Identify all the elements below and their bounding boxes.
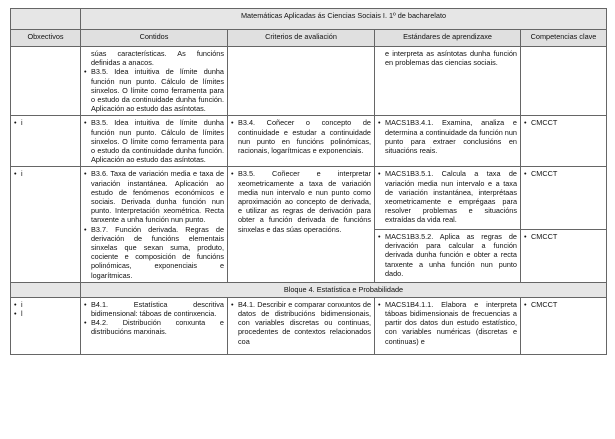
list-item: • l xyxy=(14,309,77,318)
list-item: e interpreta as asíntotas dunha función en problemas das ciencias sociais. xyxy=(385,49,517,68)
table-title: Matemáticas Aplicadas ás Ciencias Sociais I. 1º de bacharelato xyxy=(81,9,607,30)
list-item: • B3.5. Idea intuitiva de límite dunha función nun punto. Cálculo de límites sinxelos. O límite como ferramenta para o estudo da continuidade dunha función. Aplicación ao estudo das asíntotas. xyxy=(84,118,224,164)
estandares-cell xyxy=(375,116,521,167)
header-criterios: Criterios de avaliación xyxy=(228,30,375,47)
list-item: • i xyxy=(14,118,77,127)
competencias-cell xyxy=(521,167,607,229)
curriculum-table xyxy=(10,8,607,355)
header-estandares: Estándares de aprendizaxe xyxy=(375,30,521,47)
criterios-cell xyxy=(228,47,375,116)
header-row xyxy=(11,30,607,47)
competencias-cell xyxy=(521,229,607,282)
block-empty-cell xyxy=(11,282,81,297)
list-item: • CMCCT xyxy=(524,169,603,178)
header-contidos: Contidos xyxy=(81,30,228,47)
list-item: • i xyxy=(14,169,77,178)
competencias-cell xyxy=(521,297,607,354)
list-item: • MACS1B3.5.2. Aplica as regras de derivación para calcular a función derivada dunha función e obter a recta tanxente a unha función nun punto dado. xyxy=(378,232,517,278)
criterios-cell xyxy=(228,297,375,354)
list-item: • B3.4. Coñecer o concepto de continuidade e estudar a continuidade nun punto en funcións polinómicas, racionais, logarítmicas e exponenciais. xyxy=(231,118,371,155)
list-item: • B4.2. Distribución conxunta e distribucións marxinais. xyxy=(84,318,224,336)
obxectivos-cell xyxy=(11,297,81,354)
list-item: • CMCCT xyxy=(524,118,603,127)
header-competencias: Competencias clave xyxy=(521,30,607,47)
contidos-cell xyxy=(81,297,228,354)
list-item: • B3.5. Idea intuitiva de límite dunha función nun punto. Cálculo de límites sinxelos. O límite como ferramenta para o estudo da continuidade dunha función. Aplicación ao estudo das asíntotas. xyxy=(84,67,224,113)
list-item: • B4.1. Describir e comparar conxuntos de datos de distribucións bidimensionais, con variables discretas ou continuas, procedentes de contextos relacionados coa xyxy=(231,300,371,346)
contidos-cell xyxy=(81,167,228,282)
list-item: • MACS1B3.4.1. Examina, analiza e determina a continuidade da función nun punto para extraer conclusións en situacións reais. xyxy=(378,118,517,155)
list-item: súas características. As funcións definidas a anacos. xyxy=(91,49,224,68)
table-row xyxy=(11,167,607,229)
table-row xyxy=(11,116,607,167)
competencias-cell xyxy=(521,116,607,167)
list-item: • B4.1. Estatística descritiva bidimensional: táboas de continxencia. xyxy=(84,300,224,318)
list-item: • B3.5. Coñecer e interpretar xeometricamente a taxa de variación media nun intervalo e nun punto como aproximación ao concepto de derivada, e utilizar as regras de derivación para obter a función derivada de funcións sinxelas e das súas operacións. xyxy=(231,169,371,233)
list-item: • CMCCT xyxy=(524,232,603,241)
contidos-cell xyxy=(81,47,228,116)
list-item: • i xyxy=(14,300,77,309)
estandares-cell xyxy=(375,167,521,229)
estandares-cell xyxy=(375,297,521,354)
contidos-cell xyxy=(81,116,228,167)
list-item: • CMCCT xyxy=(524,300,603,309)
block-header-row xyxy=(11,282,607,297)
empty-corner-cell xyxy=(11,9,81,30)
title-row xyxy=(11,9,607,30)
obxectivos-cell xyxy=(11,116,81,167)
block-title: Bloque 4. Estatística e Probabilidade xyxy=(81,282,607,297)
header-obxectivos: Obxectivos xyxy=(11,30,81,47)
obxectivos-cell xyxy=(11,47,81,116)
criterios-cell xyxy=(228,116,375,167)
competencias-cell xyxy=(521,47,607,116)
list-item: • MACS1B3.5.1. Calcula a taxa de variación media nun intervalo e a taxa de variación instantánea, interprétaas xeometricamente e emprégaas para resolver problemas e situacións extraídas da vida real. xyxy=(378,169,517,224)
table-row xyxy=(11,47,607,116)
list-item: • B3.7. Función derivada. Regras de derivación de funcións elementais sinxelas que sexan suma, produto, cociente e composición de funcións polinómicas, exponenciais e logarítmicas. xyxy=(84,225,224,280)
obxectivos-cell xyxy=(11,167,81,282)
list-item: • MACS1B4.1.1. Elabora e interpreta táboas bidimensionais de frecuencias a partir dos datos dun estudo estatístico, con variables numéricas (discretas e continuas) e xyxy=(378,300,517,346)
estandares-cell xyxy=(375,47,521,116)
criterios-cell xyxy=(228,167,375,282)
list-item: • B3.6. Taxa de variación media e taxa de variación instantánea. Aplicación ao estudo de fenómenos económicos e sociais. Derivada dunha función nun punto. Interpretación xeométrica. Recta tanxente a unha función nun punto. xyxy=(84,169,224,224)
table-row xyxy=(11,297,607,354)
estandares-cell xyxy=(375,229,521,282)
